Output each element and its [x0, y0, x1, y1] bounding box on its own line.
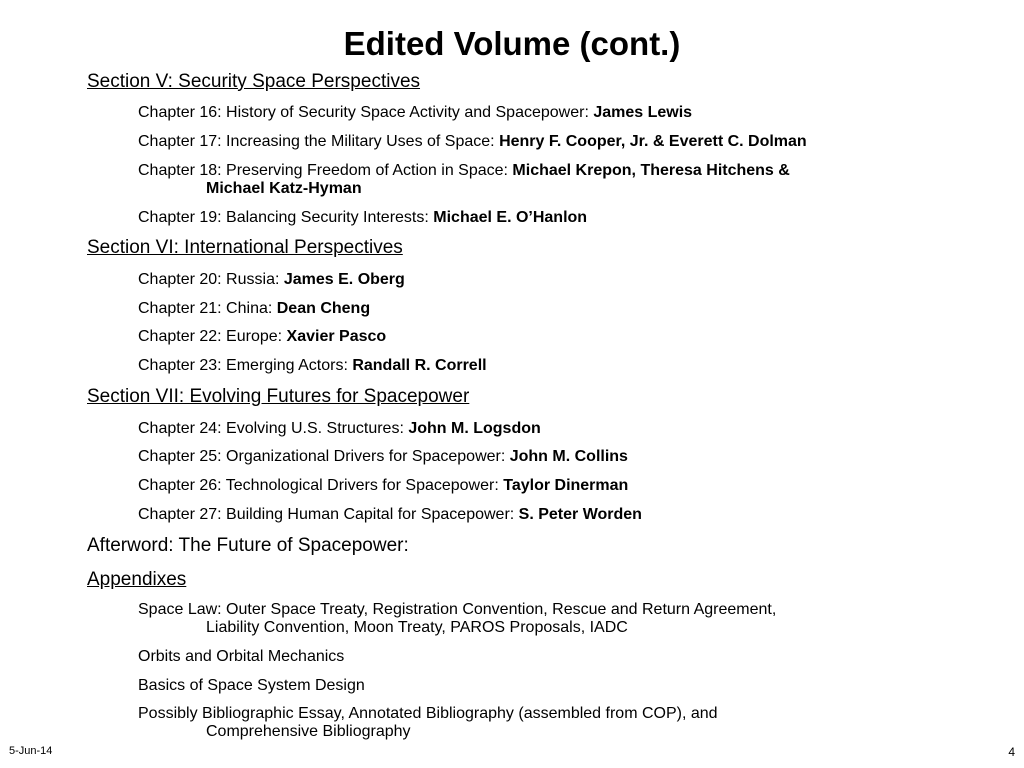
chapter-author: Randall R. Correll: [352, 357, 487, 374]
chapter-16: [138, 104, 968, 122]
chapter-author: Taylor Dinerman: [503, 477, 629, 494]
chapter-title: Chapter 25: Organizational Drivers for Spacepower:: [138, 448, 510, 465]
chapter-24: [138, 420, 968, 438]
appendix-item-space-law: [138, 601, 968, 637]
page-number: 4: [1008, 745, 1015, 759]
chapter-title: Chapter 24: Evolving U.S. Structures:: [138, 420, 409, 437]
appendix-item-line: Orbits and Orbital Mechanics: [138, 648, 345, 665]
chapter-25: [138, 448, 968, 466]
chapter-21: [138, 300, 968, 318]
chapter-title: Chapter 16: History of Security Space Activity and Spacepower:: [138, 104, 594, 121]
appendix-item-line-continued: Liability Convention, Moon Treaty, PAROS Proposals, IADC: [206, 619, 628, 636]
afterword-heading: Afterword: The Future of Spacepower:: [87, 535, 409, 556]
chapter-27: [138, 506, 968, 524]
chapter-23: [138, 357, 968, 375]
chapter-author: Dean Cheng: [276, 300, 371, 317]
chapter-18: [138, 162, 968, 198]
chapter-17: [138, 133, 968, 151]
chapter-author: Henry F. Cooper, Jr. & Everett C. Dolman: [499, 133, 807, 150]
chapter-author-continued: Michael Katz-Hyman: [206, 180, 362, 197]
appendix-item-line: Possibly Bibliographic Essay, Annotated Bibliography (assembled from COP), and: [138, 705, 718, 722]
chapter-title: Chapter 26: Technological Drivers for Spacepower:: [138, 477, 504, 494]
section-heading-vi: Section VI: International Perspectives: [87, 237, 403, 258]
appendix-item-line: Basics of Space System Design: [138, 677, 365, 694]
appendix-item-bibliography: [138, 705, 968, 741]
chapter-title: Chapter 20: Russia:: [138, 271, 284, 288]
chapter-title: Chapter 19: Balancing Security Interests:: [138, 209, 434, 226]
appendix-item-line-continued: Comprehensive Bibliography: [206, 723, 411, 740]
chapter-author: Xavier Pasco: [286, 328, 387, 345]
appendix-item-line: Space Law: Outer Space Treaty, Registration Convention, Rescue and Return Agreement,: [138, 601, 777, 618]
chapter-author: Michael E. O’Hanlon: [433, 209, 588, 226]
appendixes-heading: Appendixes: [87, 569, 187, 590]
section-heading-v: Section V: Security Space Perspectives: [87, 71, 421, 92]
chapter-author: James E. Oberg: [283, 271, 405, 288]
slide-title: Edited Volume (cont.): [343, 25, 681, 62]
footer-date: 5-Jun-14: [9, 745, 53, 757]
appendix-item-orbits: [138, 648, 968, 666]
chapter-title: Chapter 18: Preserving Freedom of Action in Space:: [138, 162, 513, 179]
chapter-title: Chapter 23: Emerging Actors:: [138, 357, 353, 374]
chapter-19: [138, 209, 968, 227]
chapter-author: Michael Krepon, Theresa Hitchens &: [512, 162, 790, 179]
chapter-author: S. Peter Worden: [518, 506, 642, 523]
chapter-22: [138, 328, 968, 346]
chapter-author: John M. Logsdon: [408, 420, 541, 437]
chapter-author: James Lewis: [593, 104, 693, 121]
chapter-title: Chapter 17: Increasing the Military Uses of Space:: [138, 133, 500, 150]
chapter-author: John M. Collins: [509, 448, 628, 465]
chapter-title: Chapter 21: China:: [138, 300, 277, 317]
chapter-20: [138, 271, 968, 289]
chapter-title: Chapter 22: Europe:: [138, 328, 287, 345]
appendix-item-system-design: [138, 677, 968, 695]
section-heading-vii: Section VII: Evolving Futures for Spacepower: [87, 386, 470, 407]
chapter-26: [138, 477, 968, 495]
chapter-title: Chapter 27: Building Human Capital for Spacepower:: [138, 506, 519, 523]
